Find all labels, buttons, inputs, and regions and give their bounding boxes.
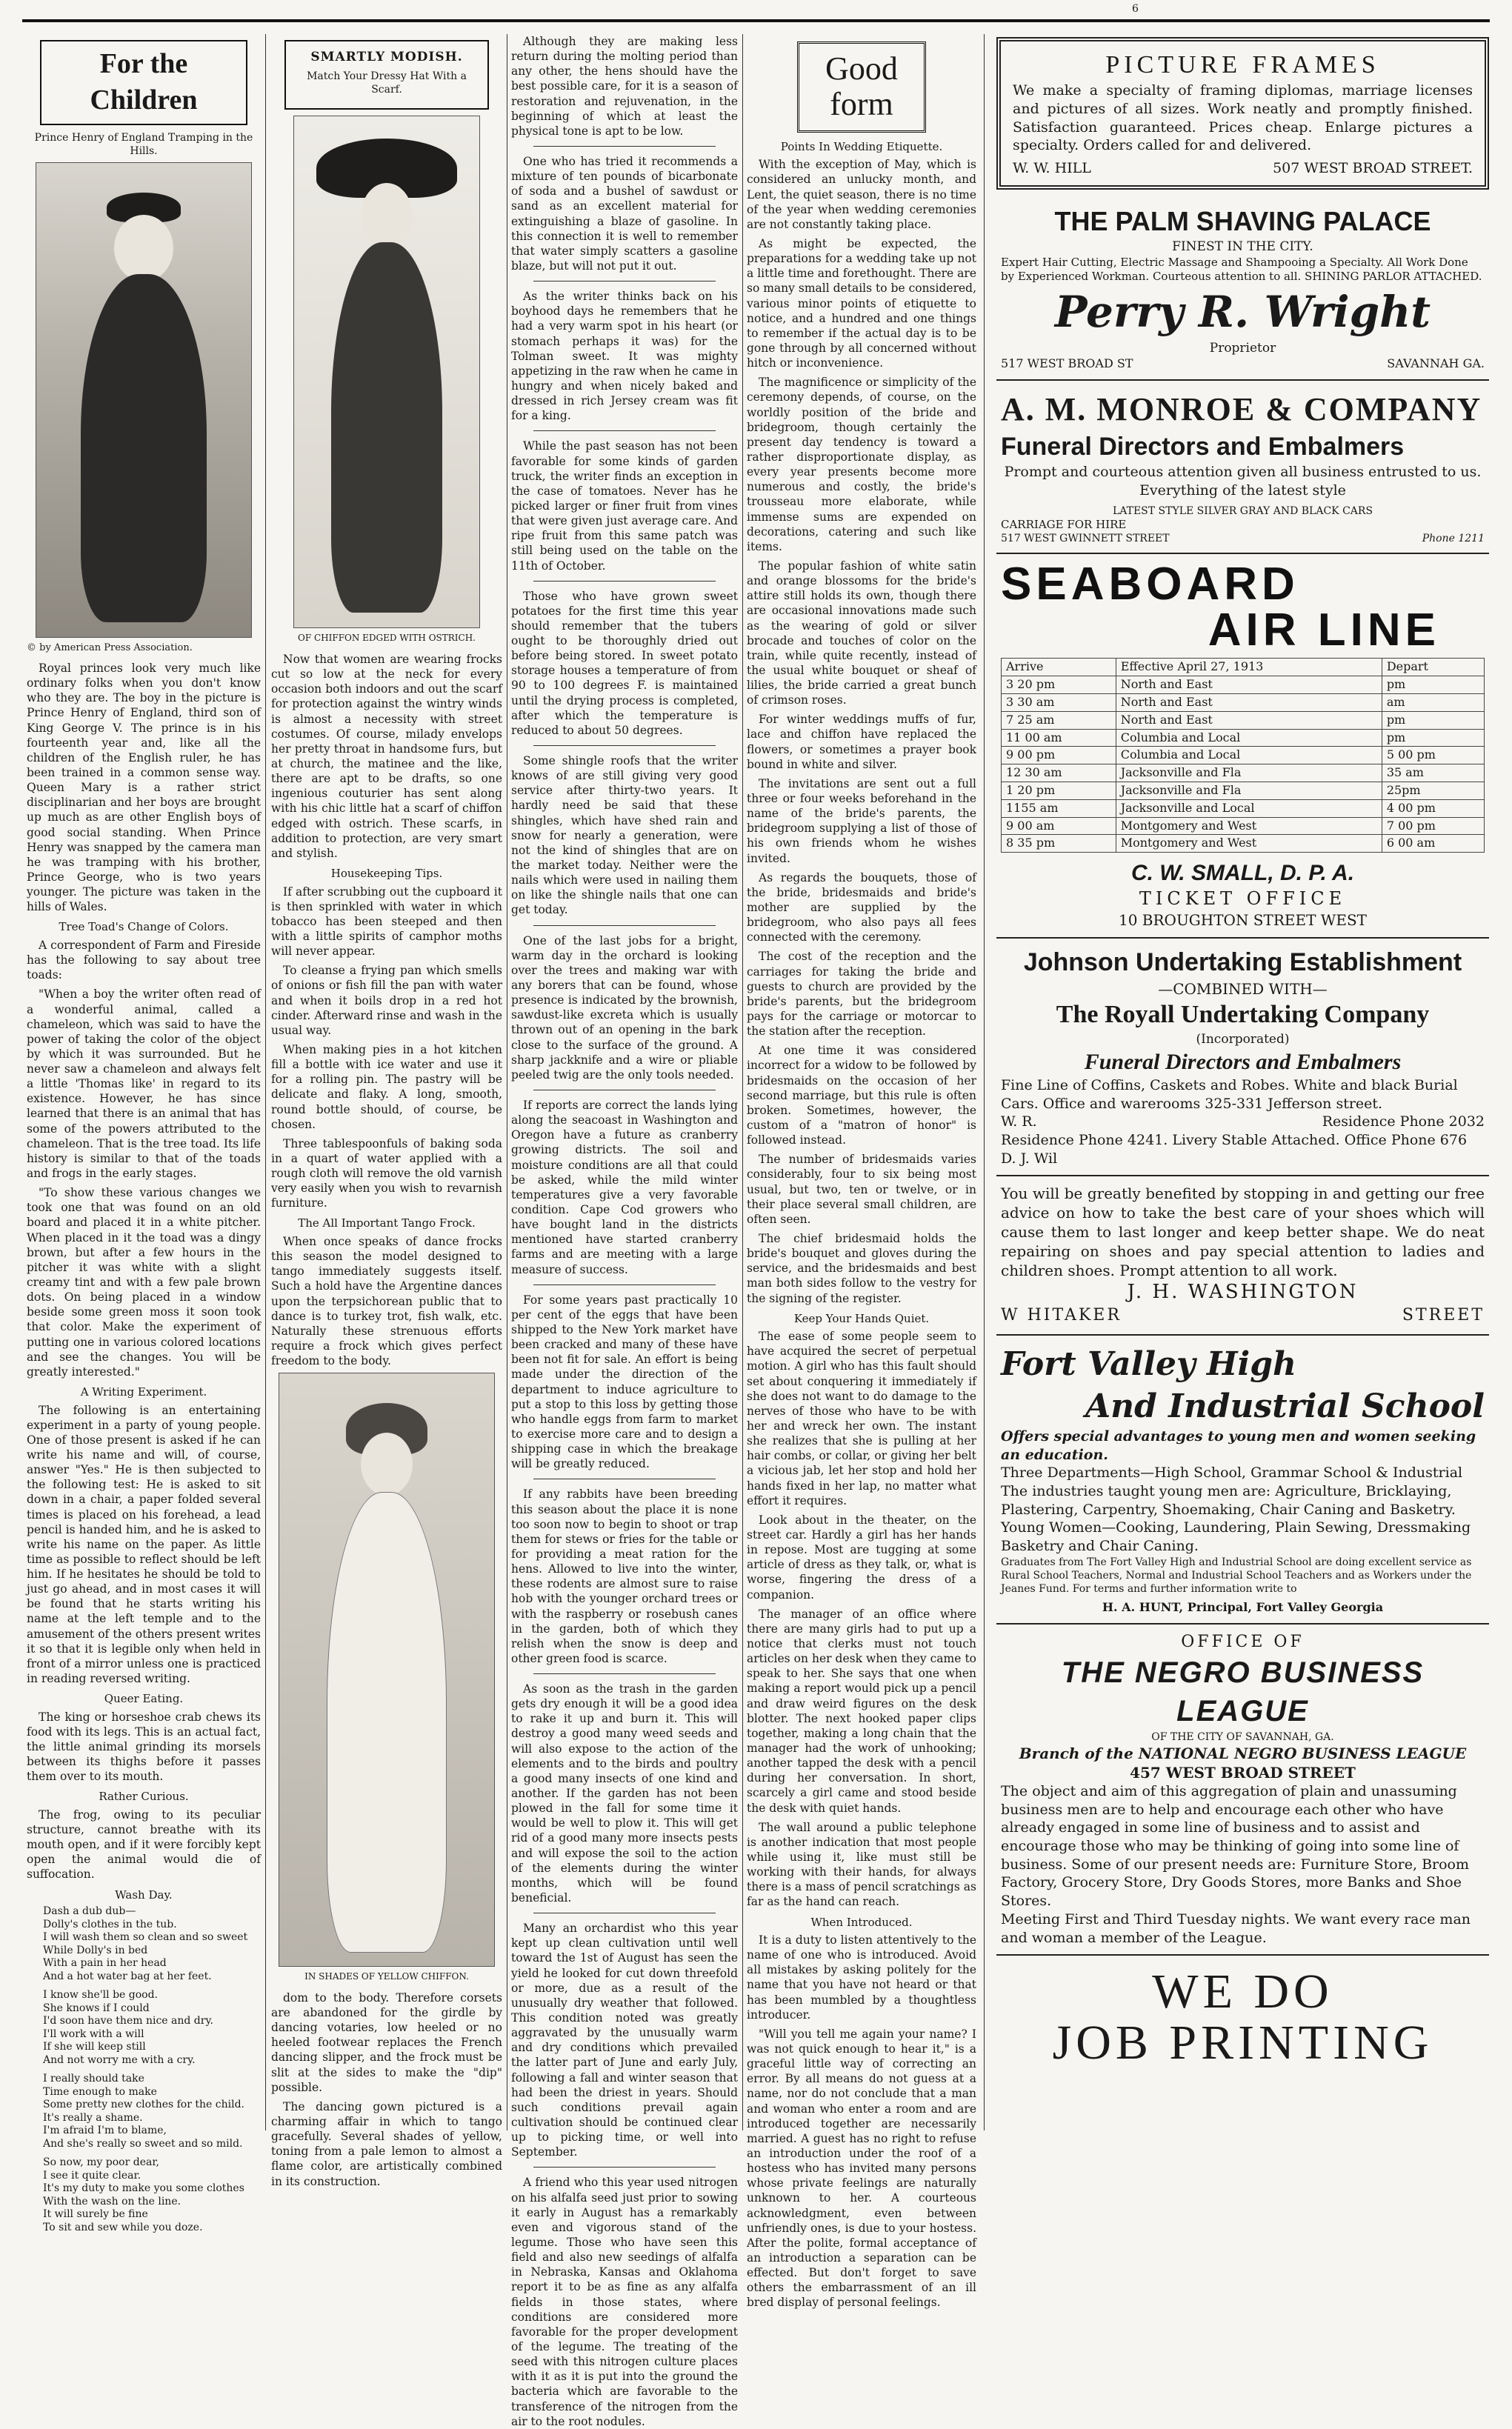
figure-shape — [81, 274, 207, 622]
column-header-arrive: Arrive — [1002, 659, 1116, 676]
ad-title-line2: JOB PRINTING — [1052, 2016, 1433, 2070]
depart-cell: 6 00 am — [1382, 835, 1484, 853]
arrive-cell: 9 00 am — [1002, 817, 1116, 835]
article-deck: Match Your Dressy Hat With a Scarf. — [307, 70, 467, 96]
ad-proprietor-name: Perry R. Wright — [1054, 286, 1431, 337]
ad-city: OF THE CITY OF SAVANNAH, GA. — [1151, 1730, 1334, 1743]
column-rule — [742, 34, 743, 2130]
subhead: Tree Toad's Change of Colors. — [59, 920, 229, 934]
ad-negro-business-league — [996, 1625, 1489, 1956]
face-shape — [114, 215, 173, 281]
poem-line: I know she'll be good. — [43, 1989, 159, 2002]
ad-title: A. M. MONROE & COMPANY — [1001, 390, 1482, 427]
ad-body: Prompt and courteous attention given all business entrusted to us. Everything of the latest style — [1004, 464, 1482, 499]
paragraph: The invitations are sent out a full three or four weeks beforehand in the name of the bride's parents, the bridegroom supplying a list of those of his own friends whom he wishes invited. — [747, 776, 976, 865]
paragraph: One of the last jobs for a bright, warm day in the orchard is looking over the trees and making war with any borers that can be found, whose presence is indicated by the brownish, sawdust-like excreta which is usually thrown out of an opening in the bark close to the surface of the ground. A sharp jackknife and a wire or pliable peeled twig are the only tools needed. — [511, 933, 738, 1082]
column-children — [27, 34, 261, 2233]
divider — [533, 2167, 716, 2168]
paragraph: Some shingle roofs that the writer knows of are still giving very good service after thirty-two years. It hardly need be said that these shingles, which have shed rain and snow for nearly a generation, were not the kind of shingles that are on the market today. Neither were the nails which were used in nailing them on like the shingle nails that one can get today. — [511, 754, 738, 917]
column-header-depart: Depart — [1382, 659, 1484, 676]
depart-cell: 35 am — [1382, 764, 1484, 782]
table-row — [1002, 711, 1485, 729]
paragraph: With the exception of May, which is considered an unlucky month, and Lent, the quiet season, there is no time of the year when wedding ceremonies are not constantly taking place. — [747, 158, 976, 231]
ad-address: 457 WEST BROAD STREET — [1130, 1764, 1356, 1782]
column-header-effective: Effective April 27, 1913 — [1116, 659, 1382, 676]
subhead: Housekeeping Tips. — [330, 867, 443, 881]
ad-street: STREET — [1402, 1306, 1485, 1325]
section-header-box — [284, 40, 489, 110]
poem-line: Time enough to make — [43, 2085, 157, 2098]
paragraph: When making pies in a hot kitchen fill a bottle with ice water and use it for a rolling pin. The pastry will be delicate and flaky. A long, smooth, round bottle should, of course, be chosen. — [271, 1042, 502, 1131]
poem-line: And a hot water bag at her feet. — [43, 1970, 212, 1982]
ad-address: 507 WEST BROAD STREET. — [1273, 159, 1473, 176]
paragraph: It is a duty to listen attentively to the name of one who is introduced. Avoid all mistakes by asking politely for the name that you have not heard or that has been mumbled by a thoughtless introducer. — [747, 1933, 976, 2022]
depart-cell: 25pm — [1382, 782, 1484, 800]
ad-body: We make a specialty of framing diplomas, marriage licenses and pictures of all sizes. Work neatly and promptly finished. Satisfaction guaranteed. Prices cheap. Enlarge pictures a specialty. Orders called for and delivered. — [1013, 82, 1473, 154]
paragraph: If any rabbits have been breeding this season about the place it is none too soon now to begin to shoot or trap them for stews or fries for the table or for providing a meat ration for the hens. Allowed to live into the winter, these rodents are almost sure to raise hob with the younger orchard trees or with the raspberry or rosebush canes in the garden, both of which they relish when the snow is deep and other green food is scarce. — [511, 1487, 738, 1665]
poem-line: I'll work with a will — [43, 2028, 144, 2040]
photo-credit: © by American Press Association. — [27, 642, 193, 654]
ad-footer-row — [1001, 532, 1485, 545]
ad-cars: LATEST STYLE SILVER GRAY AND BLACK CARS — [1112, 504, 1373, 517]
photo-caption: OF CHIFFON EDGED WITH OSTRICH. — [298, 633, 476, 644]
ad-body: Expert Hair Cutting, Electric Massage and Shampooing a Specialty. All Work Done by Experienced Workman. Courteous attention to all. SHINING PARLOR ATTACHED. — [1001, 255, 1482, 284]
destination-cell: Montgomery and West — [1116, 835, 1382, 853]
ad-footer-row — [1001, 1305, 1485, 1327]
paragraph: The dancing gown pictured is a charming affair in which to tango gracefully. Several shades of yellow, toning from a pale lemon to almost a flame color, are artistically combined in its construction. — [271, 2099, 502, 2188]
paragraph: One who has tried it recommends a mixture of ten pounds of bicarbonate of soda and a bushel of sawdust or sand as an excellent material for extinguishing a blaze of gasoline. In this connection it is well to remember that water simply scatters a gasoline blaze, but will not put it out. — [511, 154, 738, 273]
destination-cell: North and East — [1116, 676, 1382, 694]
subhead: Points In Wedding Etiquette. — [780, 139, 943, 153]
ad-role: Proprietor — [1209, 340, 1276, 356]
destination-cell: Jacksonville and Local — [1116, 799, 1382, 817]
destination-cell: Columbia and Local — [1116, 747, 1382, 764]
paragraph: Royal princes look very much like ordinary folks when you don't know who they are. The boy in the picture is Prince Henry of England, third son of King George V. The prince is in his fourteenth year and, like all the children of the English ruler, he has been trained in a common sense way. Queen Mary is a rather strict disciplinarian and her boys are brought up much as are other English boys of good social standing. When Prince Henry was snapped by the camera man he was tramping with his brother, Prince George, who is two years younger. The picture was taken in the hills of Wales. — [27, 662, 261, 914]
poem-line: Dolly's clothes in the tub. — [43, 1918, 177, 1930]
section-title: SMARTLY MODISH. — [310, 50, 463, 64]
ad-title: THE NEGRO BUSINESS LEAGUE — [1061, 1656, 1425, 1727]
arrive-cell: 12 30 am — [1002, 764, 1116, 782]
arrive-cell: 3 20 pm — [1002, 676, 1116, 694]
stanza-gap — [43, 2067, 261, 2073]
ad-city: SAVANNAH GA. — [1387, 356, 1485, 370]
divider — [533, 146, 716, 147]
ad-title-line2: And Industrial School — [1085, 1387, 1485, 1425]
poem-line: I see it quite clear. — [43, 2169, 141, 2182]
depart-cell: 5 00 pm — [1382, 747, 1484, 764]
table-row — [1002, 817, 1485, 835]
divider — [533, 745, 716, 746]
ad-name: J. H. WASHINGTON — [1127, 1281, 1359, 1304]
destination-cell: Columbia and Local — [1116, 729, 1382, 747]
ad-branch: Branch of the NATIONAL NEGRO BUSINESS LEAGUE — [1019, 1745, 1467, 1762]
ad-agent: C. W. SMALL, D. P. A. — [1130, 861, 1355, 886]
ad-address: 517 WEST GWINNETT STREET — [1001, 533, 1170, 545]
poem-line: She knows if I could — [43, 2002, 150, 2014]
poem-line: And not worry me with a cry. — [43, 2053, 196, 2066]
paragraph: Now that women are wearing frocks cut so low at the neck for every occasion both indoors and out the scarf for protection against the wintry winds is almost a necessity with street costumes. Of course, milady envelops her pretty throat in handsome furs, but at church, the matinee and the like, there are apt to be drafts, so one ingenious couturier has sent along with his chic little hat a scarf of chiffon edged with ostrich. These scarfs, in addition to protection, are very smart and stylish. — [271, 653, 502, 860]
depart-cell: 4 00 pm — [1382, 799, 1484, 817]
paragraph: A correspondent of Farm and Fireside has the following to say about tree toads: — [27, 938, 261, 982]
ad-body: The object and aim of this aggregation of plain and unassuming business men are to help and encourage each other who have already engaged in some line of business and to assist and encourage those who may be thinking of going into some line of business. Some of our present needs are: Furniture Store, Broom Factory, Grocery Store, Dry Goods Stores, more Banks and Shoe Stores. — [1001, 1783, 1470, 1910]
depart-cell: pm — [1382, 711, 1484, 729]
depart-cell: pm — [1382, 729, 1484, 747]
destination-cell: Jacksonville and Fla — [1116, 782, 1382, 800]
stanza-gap — [43, 2150, 261, 2156]
ad-title: Johnson Undertaking Establishment — [1023, 948, 1462, 977]
photo-caption: IN SHADES OF YELLOW CHIFFON. — [304, 1971, 469, 1982]
ad-shoe-repair — [996, 1176, 1489, 1335]
paragraph: To cleanse a frying pan which smells of onions or fish fill the pan with water and when it boils drop in a red hot cinder. Afterward rinse and wash in the usual way. — [271, 964, 502, 1037]
ad-combined: —COMBINED WITH— — [1158, 979, 1328, 998]
ad-subtitle: FINEST IN THE CITY. — [1172, 239, 1313, 255]
table-row — [1002, 764, 1485, 782]
poem-line: And she's really so sweet and so mild. — [43, 2137, 243, 2150]
ad-initials: W. R. — [1001, 1113, 1037, 1130]
poem-line: While Dolly's in bed — [43, 1944, 148, 1956]
ad-phone: Phone 1211 — [1422, 533, 1485, 545]
train-schedule-table — [1001, 658, 1485, 853]
poem-line: Some pretty new clothes for the child. — [43, 2099, 244, 2111]
ad-fort-valley-school — [996, 1336, 1489, 1625]
ad-palm-shaving-palace — [996, 197, 1489, 381]
section-title: For the Children — [90, 48, 198, 116]
paragraph: If reports are correct the lands lying along the seacoast in Washington and Oregon have a future as cranberry growing districts. The soil and moisture conditions are all that could be asked, while the mild winter temperatures give a very favorable condition. Cape Cod growers who have bought land in the districts mentioned have started cranberry farms and are meeting with a large measure of success. — [511, 1099, 738, 1276]
paragraph: For some years past practically 10 per cent of the eggs that have been shipped to the New York market have been cracked and many of these have been not fit for sale. An effort is being made under the direction of the department to induce agriculture to put a stop to this loss by getting those who handle eggs from farm to market to exercise more care and to design a shipping case in which the breakage will be greatly reduced. — [511, 1293, 738, 1471]
ad-title-line1: WE DO — [1152, 1965, 1333, 2019]
paragraph: The manager of an office where there are many girls had to put up a notice that clerks must not touch articles on her desk when they came to speak to her. She says that one when making a report would pick up a pencil and draw weird figures on the desk blotter. The next hooked paper clips together, making a long chain that the manager had the work of unhooking; another tapped the desk with a pencil during her conversation. In short, scarcely a girl came and stood beside the desk with quiet hands. — [747, 1607, 976, 1815]
ad-phones: Residence Phone 4241. Livery Stable Attached. Office Phone 676 — [1001, 1131, 1468, 1148]
poem-line: To sit and sew while you doze. — [43, 2221, 203, 2233]
ad-subtitle: Funeral Directors and Embalmers — [1001, 432, 1405, 461]
paragraph: The number of bridesmaids varies considerably, four to six being most usual, but two, ten or twelve, or in their place several small children, are often seen. — [747, 1153, 976, 1226]
subhead: A Writing Experiment. — [80, 1385, 207, 1399]
paragraph: "Will you tell me again your name? I was not quick enough to hear it," is a graceful little way of correcting an error. By all means do not guess at a name, nor do not conclude that a man and woman who enter a room and are introduced together are necessarily married. A guest has no right to refuse an introduction under the roof of a hostess who has invited many persons whose private feelings are naturally unknown to her. A courteous acknowledgment, even between unfriendly ones, is due to your hostess. After the polite, formal acceptance of an introduction a separation can be effected. But don't forget to save others the embarrassment of an ill bred display of personal feelings. — [747, 2027, 976, 2310]
paragraph: The king or horseshoe crab chews its food with its legs. This is an actual fact, the little animal grinding its morsels between its thighs before it passes them over to its mouth. — [27, 1710, 261, 1784]
ad-footer-row — [1013, 159, 1473, 178]
table-row — [1002, 799, 1485, 817]
poem-wash-day — [43, 1905, 261, 2234]
ad-job-printing — [996, 1956, 1489, 2069]
paragraph: If after scrubbing out the cupboard it is then sprinkled with water in which tobacco has been steeped and then with a little spirits of camphor moths will never appear. — [271, 884, 502, 959]
divider — [533, 1673, 716, 1674]
ad-residence-phone: Residence Phone 2032 — [1322, 1113, 1485, 1130]
table-row — [1002, 747, 1485, 764]
section-header-box — [40, 40, 247, 125]
tango-frock-photo — [279, 1373, 495, 1967]
paragraph: The cost of the reception and the carriages for taking the bride and guests to church are provided by the bride's parents, but the bridegroom pays for the carriage or motorcar to the station after the reception. — [747, 950, 976, 1039]
arrive-cell: 9 00 pm — [1002, 747, 1116, 764]
poem-line: With the wash on the line. — [43, 2195, 181, 2208]
ad-office-of: OFFICE OF — [1181, 1633, 1305, 1652]
ad-meetings: Meeting First and Third Tuesday nights. We want every race man and woman a member of the League. — [1001, 1910, 1471, 1946]
prince-henry-photo — [36, 162, 252, 638]
ad-monroe-company — [996, 381, 1489, 555]
divider — [533, 430, 716, 431]
ad-carriage: CARRIAGE FOR HIRE — [1001, 517, 1127, 531]
paragraph: As regards the bouquets, those of the bride, bridesmaids and bride's mother are supplied by the bridegroom, who also pays all fees connected with the ceremony. — [747, 870, 976, 944]
ad-body: You will be greatly benefited by stopping in and getting our free advice on how to take the best care of your shoes which will cause them to last longer and keep better shape. We do neat repairing on shoes and pay special attention to ladies and children shoes. Prompt attention to all work. — [1001, 1184, 1485, 1280]
poem-line: With a pain in her head — [43, 1957, 167, 1970]
poem-line: It will surely be fine — [43, 2208, 148, 2221]
table-header-row — [1002, 659, 1485, 676]
paragraph: As the writer thinks back on his boyhood days he remembers that he had a very warm spot in his heart (or stomach perhaps it was) for the Tolman sweet. It was mighty appetizing in the raw when he came in hungry and when nicely baked and dressed in rich Jersey cream was fit for a king. — [511, 290, 738, 423]
column-rule — [984, 34, 985, 2130]
ad-footer-row — [1001, 1113, 1485, 1131]
ad-address: 517 WEST BROAD ST — [1001, 356, 1133, 370]
ad-signature: D. J. Wil — [1001, 1150, 1058, 1167]
subhead: The All Important Tango Frock. — [298, 1216, 476, 1230]
column-rule — [265, 34, 266, 2130]
ad-body: Fine Line of Coffins, Caskets and Robes. White and black Burial Cars. Office and warerooms 325-331 Jefferson street. — [1001, 1076, 1458, 1112]
ad-office: TICKET OFFICE — [1139, 888, 1347, 910]
arrive-cell: 1155 am — [1002, 799, 1116, 817]
paragraph: The wall around a public telephone is another indication that most people while using it, like must still be working with their hands, for always there is a mass of pencil scratchings as far as the hand can reach. — [747, 1820, 976, 1909]
ad-picture-frames — [996, 37, 1489, 190]
page-number: 6 — [1132, 3, 1139, 15]
ad-departments: Three Departments—High School, Grammar School & Industrial — [1001, 1465, 1463, 1482]
table-row — [1002, 835, 1485, 853]
ad-johnson-undertaking — [996, 939, 1489, 1176]
paragraph: Many an orchardist who this year kept up clean cultivation until well toward the 1st of August has seen the yield he looked for cut down threefold or more, due as a result of the unusually dry weather that followed. This condition noted was greatly aggravated by the unusually warm and dry conditions which prevailed the latter part of June and early July, following a fall and winter season that had been the driest in years. Should such conditions prevail again cultivation should be continued clear up to picking time, or well into September. — [511, 1922, 738, 2159]
column-advertisements — [996, 34, 1489, 2130]
poem-line: Dash a dub dub— — [43, 1905, 136, 1918]
subhead: Wash Day. — [115, 1887, 173, 1902]
paragraph: Three tablespoonfuls of baking soda in a quart of water applied with a rough cloth will remove the old varnish very easily when you wish to revarnish furniture. — [271, 1136, 502, 1210]
paragraph: The following is an entertaining experiment in a party of young people. One of those present is asked if he can write his name and will, of course, answer "Yes." He is then subjected to the following test: He is asked to sit down in a chair, a paper folded several times is placed on his forehead, a lead pencil is handed him, and he is asked to write his name on the paper. As little time as possible to reflect should be left him. If he hesitates he should be told to just go ahead, and in most cases it will be found that he starts writing his name at the left temple and to the amusement of the others present writes it so that it is legible only when held in front of a mirror unless one is practiced in reading reversed writing. — [27, 1403, 261, 1686]
divider — [533, 581, 716, 582]
ad-title-line2: AIR LINE — [1208, 604, 1440, 656]
chiffon-scarf-photo — [293, 116, 480, 628]
paragraph: As might be expected, the preparations for a wedding take up not a little time and forethought. There are so many small details to be considered, various minor points of etiquette to notice, and a hundred and one things to remember if the actual day is to be gone through by all concerned without hitch or inconvenience. — [747, 236, 976, 370]
ad-principal: H. A. HUNT, Principal, Fort Valley Georgia — [1102, 1600, 1384, 1615]
article-deck: Prince Henry of England Tramping in the Hills. — [34, 131, 253, 157]
ad-incorporated: (Incorporated) — [1196, 1031, 1290, 1047]
poem-line: If she will keep still — [43, 2041, 146, 2053]
paragraph: The magnificence or simplicity of the ceremony depends, of course, on the worldly position of the bride and bridegroom, though certainly the present day tendency is toward a rather disproportionate display, as every year presents become more numerous and costly, the bride's trousseau more elaborate, while immense sums are expended on decorations, catering and such like items. — [747, 376, 976, 553]
depart-cell: pm — [1382, 676, 1484, 694]
table-row — [1002, 694, 1485, 712]
depart-cell: 7 00 pm — [1382, 817, 1484, 835]
paragraph: The frog, owing to its peculiar structure, cannot breathe with its mouth open, and if it were forcibly kept open the animal would die of suffocation. — [27, 1807, 261, 1882]
paragraph: The popular fashion of white satin and orange blossoms for the bride's attire still holds its own, though there are occasional innovations made such as the wearing of gold or silver brocade and touches of color on the train, while quite recently, instead of the usual white bouquet or sheaf of lilies, the bride carried a great bunch of crimson roses. — [747, 559, 976, 707]
ad-title-line1: Fort Valley High — [1001, 1345, 1296, 1383]
paragraph: "To show these various changes we took one that was found on an old board and placed it in a white pitcher. When placed in it the toad was a dingy brown, but after a few hours in the pitcher it was white with a slight creamy tint and with a few pale brown dots. On being placed in a window beside some green moss it soon took that color. Make the experiment of putting one in various colored locations and see the changes. You will be greatly interested." — [27, 1186, 261, 1379]
poem-line: It's my duty to make you some clothes — [43, 2182, 244, 2195]
paragraph: A friend who this year used nitrogen on his alfalfa seed just prior to sowing it early in August has a remarkably even and vigorous stand of the legume. Those who have seen this field and also new seedings of alfalfa in Nebraska, Kansas and Oklahoma report it to be as fine as any alfalfa fields in those states, where conditions are considered more favorable for the proper development of the legume. The treating of the seed with this nitrogen culture places with it as it is put into the ground the bacteria which are favorable to the transference of the nitrogen from the air to the root nodules. — [511, 2176, 738, 2428]
ad-subtitle: Offers special advantages to young men and women seeking an education. — [1001, 1428, 1476, 1463]
stanza-gap — [43, 1983, 261, 1989]
subhead: Queer Eating. — [104, 1692, 184, 1706]
ad-graduates: Graduates from The Fort Valley High and Industrial School are doing excellent service as Rural School Teachers, Normal and Industrial School Teachers and as Workers under the Jeanes Fund. For terms and further information write to — [1001, 1556, 1472, 1596]
subhead: Rather Curious. — [99, 1790, 189, 1804]
top-rule — [22, 19, 1490, 22]
poem-line: So now, my poor dear, — [43, 2156, 159, 2169]
ad-title: PICTURE FRAMES — [1105, 51, 1380, 79]
arrive-cell: 8 35 pm — [1002, 835, 1116, 853]
arrive-cell: 11 00 am — [1002, 729, 1116, 747]
table-row — [1002, 782, 1485, 800]
paragraph: dom to the body. Therefore corsets are abandoned for the girdle by dancing votaries, low heeled or no heeled footwear replaces the French dancing slipper, and the frock must be slit at the sides to make the "dip" possible. — [271, 1990, 502, 2094]
paragraph: Those who have grown sweet potatoes for the first time this year should remember that the tubers ought to be thoroughly dried out before being stored. In sweet potato storage houses a temperature of from 90 to 100 degrees F. is maintained until the drying process is completed, after which the temperature is reduced to about 50 degrees. — [511, 589, 738, 737]
ad-address: 10 BROUGHTON STREET WEST — [1118, 911, 1368, 930]
paragraph: "When a boy the writer often read of a wonderful animal, called a chameleon, which was said to have the power of taking the color of the object by which it was surrounded. But he never saw a chameleon and always felt a little 'Thomas like' in regard to its existence. However, he has since learned that there is an animal that has some of the powers attributed to the chameleon. That is the tree toad. Its life history is similar to that of the toads and frogs in the early stages. — [27, 987, 261, 1181]
face-shape — [361, 1433, 413, 1496]
ad-title: THE PALM SHAVING PALACE — [1054, 205, 1431, 236]
paragraph: The ease of some people seem to have acquired the secret of perpetual motion. A girl who has this fault should set about conquering it immediately if she does not want to do damage to the nerves of those who have to be with her and wreck her own. The instant she realizes that she is pulling at her hair combs, or collar, or giving her belt a vicious jab, let her stop and hold her hands fixed in her lap, no matter what effort it requires. — [747, 1330, 976, 1507]
column-fashion — [271, 34, 502, 2188]
poem-line: It's really a shame. — [43, 2111, 143, 2124]
section-title: Good form — [797, 41, 926, 133]
arrive-cell: 7 25 am — [1002, 711, 1116, 729]
column-good-form — [747, 34, 976, 2310]
ad-footer-row — [1001, 356, 1485, 372]
paragraph: While the past season has not been favorable for some kinds of garden truck, the writer finds an exception in the case of tomatoes. Never has he picked larger or finer fruit from vines that were given just average care. And ripe fruit from this same patch was still being used on the table on the 11th of October. — [511, 439, 738, 573]
figure-shape — [331, 242, 442, 613]
column-farm-notes — [511, 34, 738, 2428]
ad-name: W. W. HILL — [1013, 159, 1091, 176]
divider — [533, 925, 716, 926]
destination-cell: Montgomery and West — [1116, 817, 1382, 835]
ad-title-3: Funeral Directors and Embalmers — [1084, 1049, 1402, 1074]
paragraph: Although they are making less return during the molting period than any other, the hens should have the best possible care, for it is a season of restoration and rejuvenation, in the beginning of which at least the physical tone is apt to be low. — [511, 35, 738, 138]
poem-line: I will wash them so clean and so sweet — [43, 1931, 248, 1944]
poem-line: I'd soon have them nice and dry. — [43, 2015, 213, 2028]
ad-trades: The industries taught young men are: Agriculture, Bricklaying, Plastering, Carpentry, Shoemaking, Chair Caning and Basketry. — [1001, 1483, 1456, 1518]
paragraph: The chief bridesmaid holds the bride's bouquet and gloves during the service, and the bridesmaids and best man both sides follow to the vestry for the signing of the register. — [747, 1231, 976, 1305]
paragraph: For winter weddings muffs of fur, lace and chiffon have replaced the flowers, or sometimes a prayer book bound in white and silver. — [747, 713, 976, 771]
depart-cell: am — [1382, 694, 1484, 712]
destination-cell: North and East — [1116, 711, 1382, 729]
poem-line: I really should take — [43, 2073, 144, 2085]
destination-cell: Jacksonville and Fla — [1116, 764, 1382, 782]
ad-street-name: W HITAKER — [1001, 1306, 1122, 1325]
subhead: Keep Your Hands Quiet. — [793, 1311, 930, 1325]
gown-shape — [327, 1492, 447, 1953]
ad-title-line1: SEABOARD — [1001, 559, 1299, 610]
face-shape — [361, 183, 413, 250]
paragraph: Look about in the theater, on the street car. Hardly a girl has her hands in repose. Most are tugging at some article of dress as they talk, or, what is worse, fingering the dress of a companion. — [747, 1513, 976, 1602]
paragraph: When once speaks of dance frocks this season the model designed to tango immediately suggests itself. Such a hold have the Argentine dances upon the terpsichorean public that to dance is to turkey trot, fish walk, etc. Naturally these strenuous efforts require a frock which gives perfect freedom to the body. — [271, 1234, 502, 1368]
paragraph: At one time it was considered incorrect for a widow to be followed by bridesmaids on the occasion of her second marriage, but this rule is often broken. Sometimes, however, the custom of a "matron of honor" is followed instead. — [747, 1044, 976, 1147]
table-row — [1002, 676, 1485, 694]
ad-seaboard-air-line — [996, 554, 1489, 939]
ad-title-2: The Royall Undertaking Company — [1056, 1000, 1430, 1028]
poem-line: I'm afraid I'm to blame, — [43, 2125, 167, 2137]
subhead: When Introduced. — [810, 1915, 913, 1929]
arrive-cell: 3 30 am — [1002, 694, 1116, 712]
table-row — [1002, 729, 1485, 747]
arrive-cell: 1 20 pm — [1002, 782, 1116, 800]
ad-women: Young Women—Cooking, Laundering, Plain Sewing, Dressmaking Basketry and Chair Caning. — [1001, 1519, 1471, 1555]
paragraph: As soon as the trash in the garden gets dry enough it will be a good idea to rake it up and burn it. This will destroy a good many weed seeds and will also expose to the action of the elements and to the birds and poultry a good many insects of one kind and another. If the garden has not been plowed in the fall for some time it would be well to plow it. This will get rid of a good many more insects pests and will expose the soil to the action of the elements during the winter months, which will be found beneficial. — [511, 1682, 738, 1905]
destination-cell: North and East — [1116, 694, 1382, 712]
